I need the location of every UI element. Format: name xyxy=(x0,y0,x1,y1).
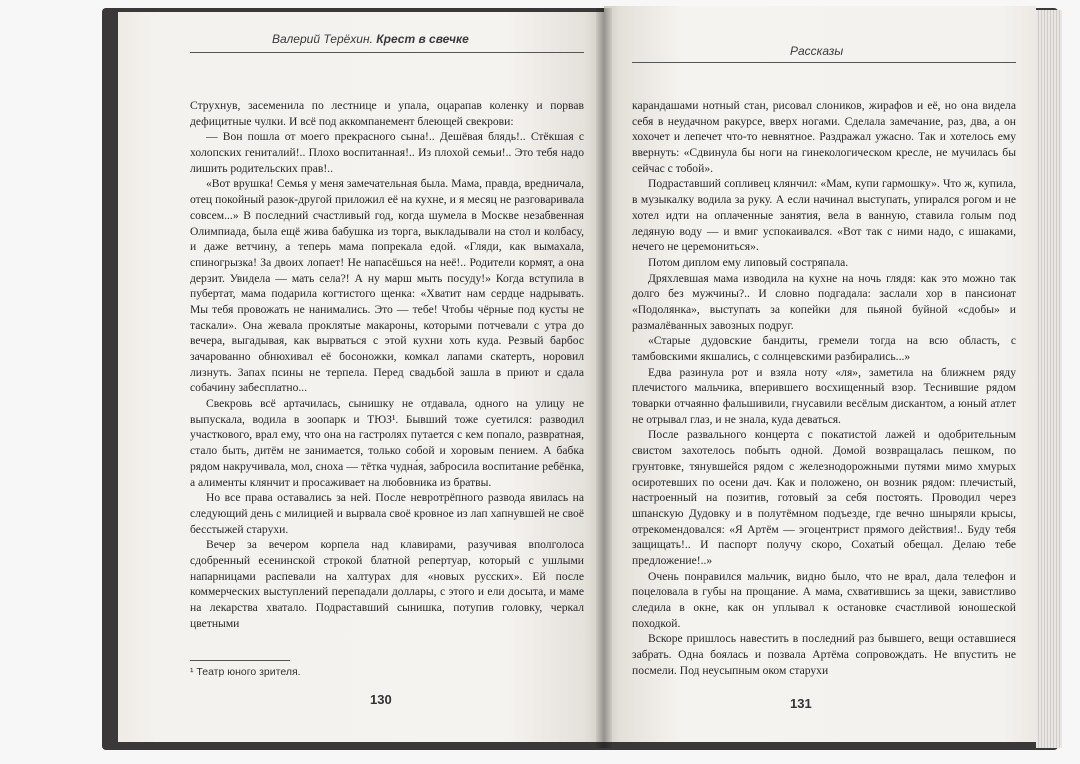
paragraph: После развального концерта с покатистой лажей и одобрительным свистом захотелось побыть одной. Домой возвращалась пешком, по грунтовке, тянувшейся рядом с железнодорожными путями мимо хмурых осиротевших по осени дач. Как и положено, он возник рядом: плечистый, настроенный на позитив, готовый за себя постоять. Проводил через шпанскую Дудовку и в полутёмном подъезде, где вечно шныряли крысы, отрекомендовался: «Я Артём — эгоцентрист прямого действия!.. Буду тебя защищать!.. И паспорт получу скоро, Сохатый обещал. Делаю тебе предложение!..» xyxy=(632,428,1016,567)
paragraph: «Вот врушка! Семья у меня замечательная была. Мама, правда, вредничала, отец покойный разок-другой приложил её на кухне, и я месяц не разговаривала совсем...» В последний счастливый год, когда шумела в Москве незабвенная Олимпиада, была ещё жива бабушка из торга, выкладывали на стол и колбасу, и даже ветчину, а теперь мама попрекала едой. «Гляди, как вымахала, спиногрызка! За двоих лопает! Не напасёшься на неё!.. Родители кормят, а она дерзит. Увидела — мать села?! А ну марш мыть посуду!» Когда вступила в пубертат, мама подарила когтистого щенка: «Хватит нам сердце надрывать. Мы тебя провожать не нанимались. Это — тебе! Чтобы чёрные под кусты не таскали». Она жевала проклятые макароны, которыми потчевали с утра до вечера, выгадывая, как вырваться с этой кухни хоть куда. Резвый барбос зачарованно обнюхивал её босоножки, комкал лапами скатерть, норовил лизнуть. Запах псины не терпела. Перед свадьбой зашла в приют и сдала собачину забесплатно... xyxy=(190,177,584,395)
paragraph: Очень понравился мальчик, видно было, что не врал, дала телефон и поцеловала в губы на прощание. А мама, схватившись за щеки, завистливо следила в окне, как он уплывал к остановке счастливой юношеской походкой. xyxy=(632,569,1016,630)
left-body-text xyxy=(190,98,584,631)
page-number-right: 131 xyxy=(790,696,812,711)
paragraph: Но все права оставались за ней. После невротрёпного развода явилась на следующий день с милицией и вырвала своё кровное из лап хапнувшей не своё бесстыжей старухи. xyxy=(190,491,584,536)
header-rule xyxy=(190,52,584,53)
paragraph: Дряхлевшая мама изводила на кухне на ночь глядя: как это можно так долго без мужчины?.. И словно подгадала: заслали хор в пансионат «Подолянка», выступать за копейки для пьяной буйной «сдобы» и размалёванных завозных подруг. xyxy=(632,271,1016,332)
page-edges xyxy=(1036,10,1062,748)
right-running-head: Рассказы xyxy=(790,44,844,58)
page-number-left: 130 xyxy=(370,692,392,707)
paragraph: Струхнув, засеменила по лестнице и упала, оцарапав коленку и порвав дефицитные чулки. И всё под аккомпанемент блеющей свекрови: xyxy=(190,99,584,128)
paragraph: «Старые дудовские бандиты, гремели тогда на всю область, с тамбовскими якшались, с солнцевскими разбирались...» xyxy=(632,334,1016,363)
paragraph: Вечер за вечером корпела над клавирами, разучивая вполголоса сдобренный есенинской строкой блатной репертуар, который с ушлыми напарницами распевали на халтурах для «новых русских». Ей после коммерческих выступлений перепадали доллары, с этого и ели досыта, и маме на лекарства хватало. Подраставший сынишка, потупив головку, черкал цветными xyxy=(190,538,584,630)
header-rule xyxy=(632,62,1016,63)
left-running-head xyxy=(272,32,469,46)
right-page xyxy=(604,6,1036,742)
paragraph: — Вон пошла от моего прекрасного сына!.. Дешёвая блядь!.. Стёкшая с холопских гениталий!.. Плохо воспитанная!.. Из плохой семьи!.. Это тебя надо лишить родительских прав!.. xyxy=(190,130,584,175)
paragraph: Потом диплом ему липовый состряпала. xyxy=(648,255,849,269)
left-page xyxy=(118,12,604,742)
paragraph: карандашами нотный стан, рисовал слоников, жирафов и её, но она видела себя в неудачном ракурсе, вверх ногами. Сделала замечание, раз, два, а он хохочет и лепечет что-то невнятное. Раздражал ужасно. Так и хотелось ему ввернуть: «Сдвинула бы ноги на гинекологическом кресле, не мучилась бы сейчас с тобой». xyxy=(632,99,1016,175)
paragraph: Свекровь всё артачилась, сынишку не отдавала, одного на улицу не выпускала, водила в зоопарк и ТЮЗ¹. Бывший тоже суетился: разводил участкового, врал ему, что она на гастролях путается с кем попало, развратная, стало быть, дитём не занимается, только собой и хоровым пением. А бабка рядом накручивала, мол, сноха — тётка чудна́я, забросила воспитание ребёнка, а алименты клянчит и просаживает на любовника из братвы. xyxy=(190,397,584,489)
paragraph: Вскоре пришлось навестить в последний раз бывшего, вещи оставшиеся забрать. Одна боялась и позвала Артёма сопровождать. Не впустить не посмели. Под неусыпным оком старухи xyxy=(632,632,1016,677)
right-body-text xyxy=(632,98,1016,678)
header-book-title: Крест в свечке xyxy=(376,32,469,46)
paragraph: Едва разинула рот и взяла ноту «ля», заметила на ближнем ряду плечистого мальчика, вперившего восхищенный взор. Теснившие рядом товарки отчаянно фальшивили, гнусавили весёлым дискантом, а юный атлет не отрывал глаз, и не знала, куда деваться. xyxy=(632,365,1016,426)
paragraph: Подраставший сопливец клянчил: «Мам, купи гармошку». Что ж, купила, в музыкалку водила за руку. А если начинал выступать, упирался рогом и не хотел идти на оплаченные занятия, вела в ванную, ставила голым под ледяную воду — и вмиг успокаивался. «Вот так с ними надо, с ишаками, нечего не церемониться». xyxy=(632,177,1016,254)
footnote-rule xyxy=(190,660,290,661)
book-gutter xyxy=(596,8,612,748)
footnote: ¹ Театр юного зрителя. xyxy=(190,666,301,678)
header-author: Валерий Терёхин. xyxy=(272,32,373,46)
